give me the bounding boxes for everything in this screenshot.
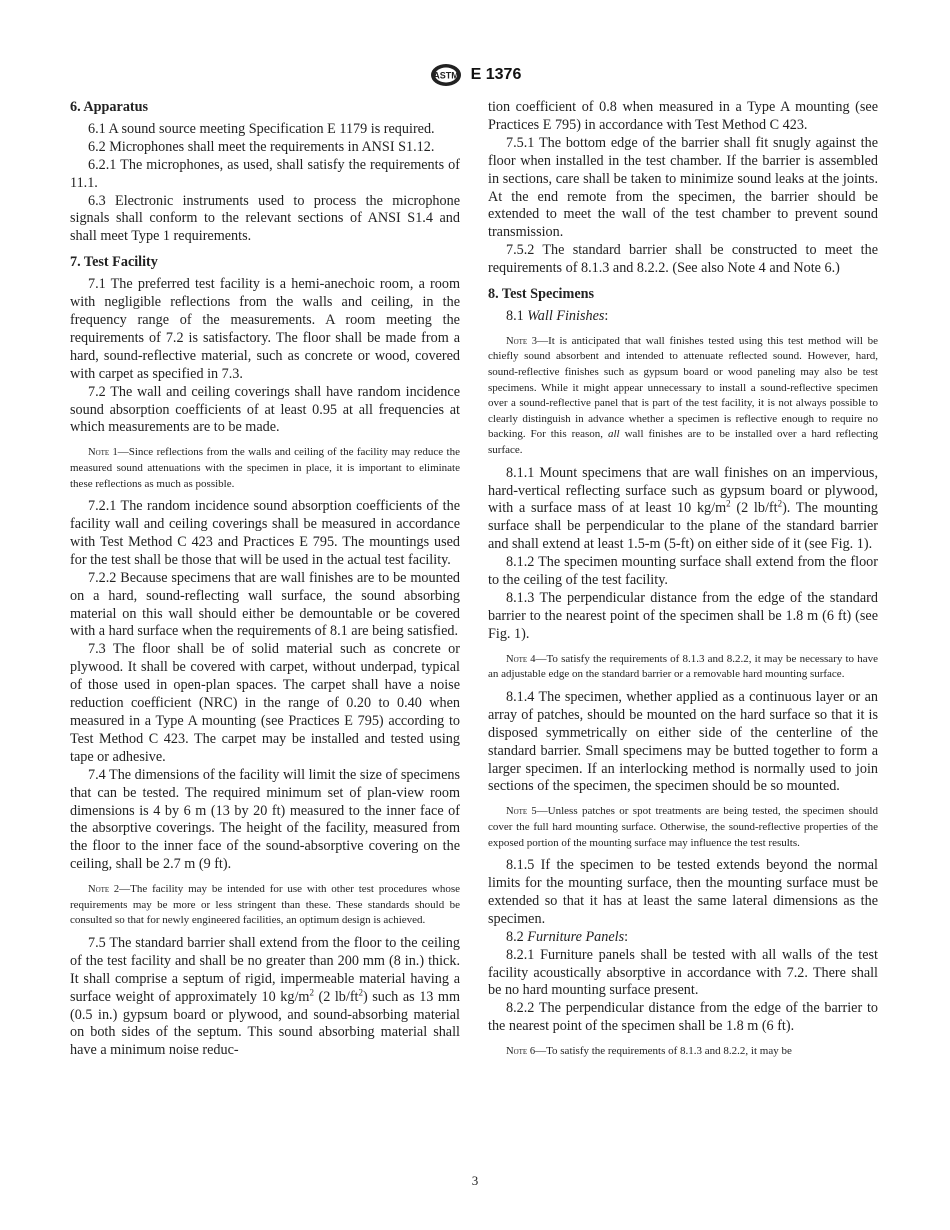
superscript: 2 bbox=[309, 986, 314, 997]
paragraph-7-2-2: 7.2.2 Because specimens that are wall finishes are to be mounted on a hard, sound-reflecting wall surface, the sound absorbing material on this wall should either be demountable or be covered with a hard surface when the requirements of 8.1 are being satisfied. bbox=[70, 569, 460, 640]
note-3 bbox=[488, 334, 878, 459]
paragraph-8-1-1 bbox=[488, 465, 878, 555]
note-1 bbox=[70, 445, 460, 492]
note-6-label: Note 6 bbox=[506, 1046, 536, 1058]
paragraph-7-1: 7.1 The preferred test facility is a hemi-anechoic room, a room with negligible reflections from the walls and ceiling, in the frequency range of the measurements. A room meeting the requirements of 7.2 is satisfactory. The floor shall be made from a hard, sound-reflective material, such as concrete or wood, covered with carpet as specified in 7.3. bbox=[70, 276, 460, 382]
note-6 bbox=[488, 1044, 878, 1060]
note-4-text: —To satisfy the requirements of 8.1.3 and 8.2.2, it may be necessary to have an adjustable edge on the standard barrier or a removable hard mounting surface. bbox=[488, 652, 878, 681]
note-3-text-a: —It is anticipated that wall finishes tested using this test method will be chiefly sound absorbent and intended to attenuate reflected sound. However, hard, sound-reflective finishes such as gypsum board or wood paneling may also be test specimens. While it might appear unnecessary to install a sound-reflective specimen over a sound-reflective panel that is part of the test facility, it is not always possible to clearly distinguish in advance whether a specimen is reflective enough to require no backing. For this reason, bbox=[488, 334, 878, 441]
paragraph-8-2-number: 8.2 bbox=[506, 928, 528, 945]
section-6-heading: 6. Apparatus bbox=[70, 99, 149, 115]
page-header bbox=[0, 62, 950, 88]
note-4-label: Note 4 bbox=[506, 653, 536, 665]
superscript: 2 bbox=[777, 498, 783, 509]
paragraph-7-2-1: 7.2.1 The random incidence sound absorption coefficients of the facility wall and ceiling coverings shall be measured in accordance with Test Method C 423 and Practices E 795. The mountings used for the test shall be those that will be used in the actual test facility. bbox=[70, 498, 460, 568]
superscript: 2 bbox=[358, 986, 363, 997]
note-2-text: —The facility may be intended for use with other test procedures whose requirements may be more or less stringent than these. These standards should be consulted so that for newly engineered facilities, an optimum design is achieved. bbox=[70, 883, 460, 927]
paragraph-8-1-1-text-c: ). The mounting surface shall be perpendicular to the plane of the standard barrier and shall extend at least 1.5-m (5-ft) on either side of it (see Fig. 1). bbox=[488, 500, 878, 553]
paragraph-7-2: 7.2 The wall and ceiling coverings shall have random incidence sound absorption coefficients of at least 0.95 at all frequencies at which measurements are to be made. bbox=[70, 383, 460, 436]
paragraph-8-1-1-text-b: (2 lb/ft bbox=[730, 500, 778, 517]
paragraph-7-5-continued: tion coefficient of 0.8 when measured in a Type A mounting (see Practices E 795) in accordance with Test Method C 423. bbox=[488, 99, 878, 133]
note-6-text: —To satisfy the requirements of 8.1.3 and 8.2.2, it may be bbox=[535, 1045, 792, 1058]
note-5-label: Note 5 bbox=[506, 806, 537, 818]
note-3-text-b: wall finishes are to be installed over a hard reflecting surface. bbox=[488, 428, 878, 457]
paragraph-6-2: 6.2 Microphones shall meet the requirements in ANSI S1.12. bbox=[88, 138, 435, 155]
paragraph-6-2-1: 6.2.1 The microphones, as used, shall satisfy the requirements of 11.1. bbox=[70, 156, 460, 191]
page-number: 3 bbox=[471, 1173, 479, 1188]
section-7-heading: 7. Test Facility bbox=[70, 254, 158, 271]
note-4 bbox=[488, 652, 878, 683]
paragraph-7-3: 7.3 The floor shall be of solid material such as concrete or plywood. It shall be covered with carpet, without underpad, typical of those used in open-plan spaces. The carpet shall have a noise reduction coefficient (NRC) in the range of 0.20 to 0.40 when measured in a Type A mounting (see Practices E 795) according to Test Method C 423. The carpet may be installed and tested using tape or adhesive. bbox=[70, 641, 460, 765]
superscript: 2 bbox=[726, 498, 731, 509]
paragraph-8-1-title: Wall Finishes bbox=[527, 307, 605, 324]
paragraph-7-5-text-a: 7.5 The standard barrier shall extend from the floor to the ceiling of the test facility and shall be no greater than 200 mm (8 in.) thick. It shall comprise a septum of rigid, impermeable material having a surface weight of approximately 10 kg/m bbox=[70, 934, 460, 1005]
paragraph-7-5 bbox=[70, 935, 460, 1060]
right-column bbox=[488, 99, 878, 1066]
note-5-text: —Unless patches or spot treatments are being tested, the specimen should cover the full hard mounting surface. Otherwise, the sound-reflective properties of the exposed portion of the mounting surface may influence the test results. bbox=[488, 805, 878, 849]
note-3-label: Note 3 bbox=[506, 335, 538, 347]
paragraph-8-2-2: 8.2.2 The perpendicular distance from the edge of the barrier to the nearest point of the specimen shall be 1.8 m (6 ft). bbox=[488, 1000, 878, 1035]
paragraph-7-5-text-c: ) such as 13 mm (0.5 in.) gypsum board or plywood, and sound-absorbing material on both sides of the septum. This sound absorbing material shall have a minimum noise reduc- bbox=[70, 988, 461, 1059]
paragraph-8-1-1-text-a: 8.1.1 Mount specimens that are wall finishes on an impervious, hard-vertical reflecting surface such as gypsum board or plywood, with a surface mass of at least 10 kg/m bbox=[488, 464, 878, 517]
paragraph-8-1-2: 8.1.2 The specimen mounting surface shall extend from the floor to the ceiling of the test facility. bbox=[488, 554, 878, 589]
paragraph-8-1-3: 8.1.3 The perpendicular distance from the edge of the standard barrier to the nearest point of the specimen shall be 1.8 m (6 ft) (see Fig. 1). bbox=[488, 589, 878, 642]
paragraph-7-5-1: 7.5.1 The bottom edge of the barrier shall fit snugly against the floor when installed in the test chamber. If the barrier is assembled in sections, care shall be taken to minimize sound leaks at the joints. At the end remote from the specimen, the barrier should be extended to meet the wall of the test chamber to prevent sound transmission. bbox=[488, 134, 878, 241]
left-column bbox=[70, 99, 460, 1060]
paragraph-8-2-colon: : bbox=[624, 928, 629, 945]
section-8-heading: 8. Test Specimens bbox=[488, 286, 595, 303]
paragraph-7-4: 7.4 The dimensions of the facility will limit the size of specimens that can be tested. The required minimum set of plan-view room dimensions is 4 by 6 m (13 by 20 ft) measured to the inner face of the absorptive coverings. The height of the facility, measured from the floor to the inner face of the sound-absorptive covering on the ceiling, shall be 2.7 m (9 ft). bbox=[70, 766, 460, 873]
paragraph-7-5-text-b: (2 lb/ft bbox=[313, 988, 359, 1005]
paragraph-8-2-title: Furniture Panels bbox=[527, 928, 625, 945]
note-2-label: Note 2 bbox=[88, 884, 120, 896]
paragraph-8-1-5: 8.1.5 If the specimen to be tested extends beyond the normal limits for the mounting surface, then the mounting surface must be extended so that it has at least the same lateral dimensions as the specimen. bbox=[488, 857, 878, 927]
paragraph-7-5-2: 7.5.2 The standard barrier shall be constructed to meet the requirements of 8.1.3 and 8.2.2. (See also Note 4 and Note 6.) bbox=[488, 242, 878, 277]
note-5 bbox=[488, 804, 878, 851]
standard-designation: E 1376 bbox=[470, 66, 522, 83]
paragraph-8-1-4: 8.1.4 The specimen, whether applied as a continuous layer or an array of patches, should be mounted on the hard surface so that it is disposed symmetrically on either side of the centerline of the standard barrier. Small specimens may be butted together to form a larger specimen. If an interlocking method is normally used to join sections of the specimen, the specimen should be so mounted. bbox=[488, 688, 878, 795]
astm-logo-icon bbox=[429, 62, 463, 88]
paragraph-8-2-1: 8.2.1 Furniture panels shall be tested with all walls of the test facility acoustically absorptive in accordance with 7.2. There shall be no hard mounting surface present. bbox=[488, 946, 878, 999]
note-1-label: Note 1 bbox=[88, 447, 118, 459]
paragraph-6-3: 6.3 Electronic instruments used to process the microphone signals shall conform to the relevant sections of ANSI S1.4 and shall meet Type 1 requirements. bbox=[70, 192, 460, 245]
paragraph-8-1-colon: : bbox=[604, 307, 609, 324]
note-2 bbox=[70, 882, 460, 929]
note-1-text: —Since reflections from the walls and ceiling of the facility may reduce the measured sound attenuations with the specimen in place, it is important to eliminate these reflections as much as possible. bbox=[70, 446, 460, 490]
paragraph-8-1 bbox=[488, 308, 878, 326]
svg-text:ASTM: ASTM bbox=[432, 70, 459, 81]
paragraph-8-2 bbox=[488, 929, 878, 947]
note-3-emphasis: all bbox=[608, 428, 620, 441]
paragraph-6-1: 6.1 A sound source meeting Specification E 1179 is required. bbox=[88, 120, 435, 137]
paragraph-8-1-number: 8.1 bbox=[506, 307, 528, 324]
